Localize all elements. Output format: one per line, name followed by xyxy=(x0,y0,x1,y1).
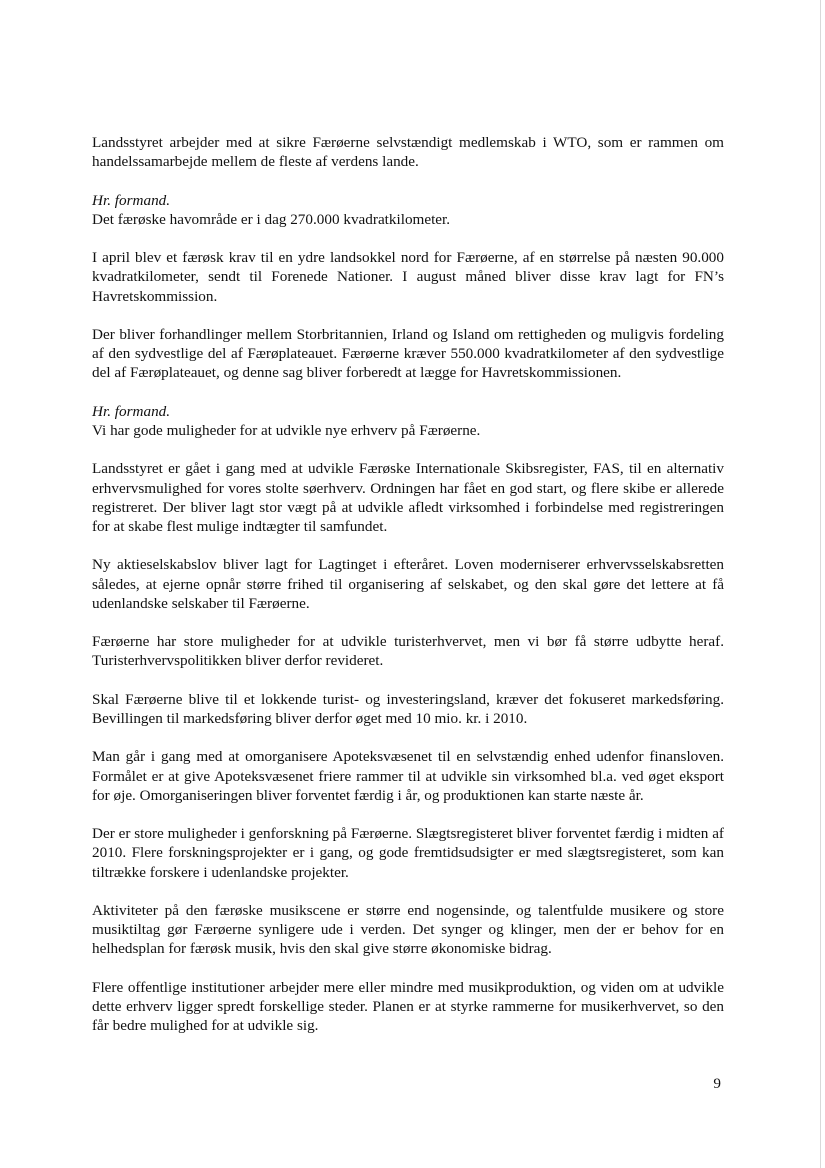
paragraph-tourism xyxy=(92,632,724,670)
paragraph-text: Der bliver forhandlinger mellem Storbritannien, Irland og Island om rettigheden og muligvis fordeling af den sydvestlige del af Færøplateauet. Færøerne kræver 550.000 kvadratkilometer af den sydvestlige del af Færøplateauet, og denne sag bliver forberedt at lægge for Havretskommissionen. xyxy=(92,325,724,382)
page-edge-line xyxy=(820,0,821,1168)
paragraph-music-production xyxy=(92,978,724,1036)
paragraph-gene-research xyxy=(92,824,724,882)
paragraph-text: Man går i gang med at omorganisere Apoteksvæsenet til en selvstændig enhed udenfor finansloven. Formålet er at give Apoteksvæsenet friere rammer til at udvikle sin virksomhed bl.a. ved øget eksport for øje. Omorganiseringen bliver forventet færdig i år, og produktionen kan starte næste år. xyxy=(92,748,724,804)
paragraph-marketing xyxy=(92,690,724,728)
paragraph-text: Landsstyret er gået i gang med at udvikle Færøske Internationale Skibsregister, FAS, til en alternativ erhvervsmulighed for vores stolte søerhverv. Ordningen har fået en god start, og flere skibe er allerede registreret. Der bliver lagt stor vægt på at udvikle afledt virksomhed i forbindelse med registreringen for at skabe flest mulige indtægter til samfundet. xyxy=(92,460,724,535)
paragraph-sea-area xyxy=(92,191,724,229)
paragraph-wto xyxy=(92,133,724,171)
paragraph-text: Det færøske havområde er i dag 270.000 kvadratkilometer. xyxy=(92,210,451,228)
paragraph-text: Landsstyret arbejder med at sikre Færøerne selvstændigt medlemskab i WTO, som er rammen om handelssamarbejde mellem de fleste af verdens lande. xyxy=(92,134,724,171)
paragraph-text: Der er store muligheder i genforskning på Færøerne. Slægtsregisteret bliver forventet færdig i midten af 2010. Flere forskningsprojekter er i gang, og gode fremtidsudsigter er med slægtsregisteret, som kan tiltrække forskere i udenlandske projekter. xyxy=(92,825,724,881)
section-heading: Hr. formand. xyxy=(92,191,171,209)
paragraph-company-law xyxy=(92,555,724,613)
paragraph-text: I april blev et færøsk krav til en ydre landsokkel nord for Færøerne, af en størrelse på næsten 90.000 kvadratkilometer, sendt til Forenede Nationer. I august måned bliver disse krav lagt for FN’s Havretskommission. xyxy=(92,249,724,305)
paragraph-text: Flere offentlige institutioner arbejder mere eller mindre med musikproduktion, og viden om at udvikle dette erhverv ligger spredt forskellige steder. Planen er at styrke rammerne for musikerhvervet, so den får bedre mulighed for at udvikle sig. xyxy=(92,978,724,1035)
paragraph-text: Ny aktieselskabslov bliver lagt for Lagtinget i efteråret. Loven moderniserer erhvervsselskabsretten således, at ejerne opnår større frihed til organisering af selskabet, og den skal gøre det lettere at få udenlandske selskaber til Færøerne. xyxy=(92,556,724,612)
paragraph-continental-shelf xyxy=(92,248,724,306)
paragraph-text: Skal Færøerne blive til et lokkende turist- og investeringsland, kræver det fokuseret markedsføring. Bevillingen til markedsføring bliver derfor øget med 10 mio. kr. i 2010. xyxy=(92,690,724,727)
paragraph-text: Aktiviteter på den færøske musikscene er større end nogensinde, og talentfulde musikere og store musiktiltag gør Færøerne synligere ude i verden. Det synger og klinger, men der er behov for en helhedsplan for færøsk musik, hvis den skal give større økonomiske bidrag. xyxy=(92,901,724,958)
paragraph-pharmacy xyxy=(92,747,724,805)
paragraph-negotiations xyxy=(92,325,724,383)
paragraph-music-scene xyxy=(92,901,724,959)
paragraph-text: Færøerne har store muligheder for at udvikle turisterhvervet, men vi bør få større udbytte heraf. Turisterhvervspolitikken bliver derfor revideret. xyxy=(92,633,724,670)
paragraph-new-industries xyxy=(92,402,724,440)
paragraph-text: Vi har gode muligheder for at udvikle nye erhverv på Færøerne. xyxy=(92,421,481,439)
body-text xyxy=(92,133,724,1035)
section-heading: Hr. formand. xyxy=(92,402,171,420)
paragraph-ship-register xyxy=(92,459,724,536)
page-number: 9 xyxy=(713,1075,721,1092)
